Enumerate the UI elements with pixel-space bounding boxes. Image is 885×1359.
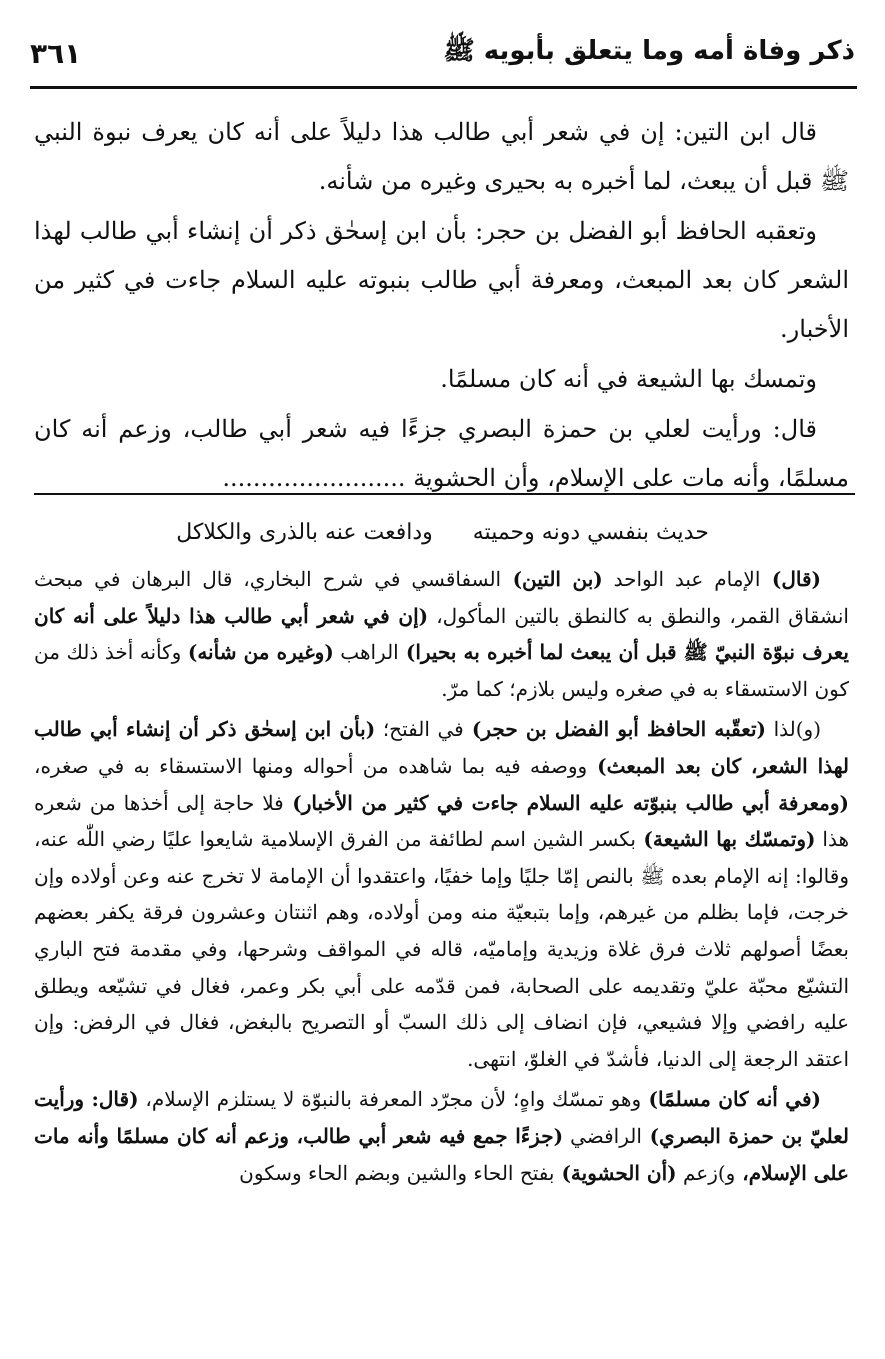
- page-header: [30, 28, 855, 78]
- main-paragraph-4: [34, 405, 849, 503]
- commentary-paragraph-1: [34, 561, 849, 707]
- quoted-text-segment: (وتمسّك بها الشيعة): [635, 827, 816, 852]
- commentary-text-segment: وكأنه أخذ ذلك من كون الاستسقاء به في صغره وليس بلازم؛ كما مرّ.: [34, 640, 849, 701]
- quoted-text-segment: (قال): [760, 567, 822, 591]
- quoted-text-segment: (قال: ورأيت لعليّ بن حمزة البصري): [34, 1087, 849, 1148]
- poetry-verse: [40, 520, 845, 545]
- quoted-text-segment: (في أنه كان مسلمًا): [641, 1087, 821, 1112]
- commentary-paragraph-3: [34, 1081, 849, 1191]
- commentary-text-segment: بفتح الحاء والشين وبضم الحاء وسكون: [239, 1160, 555, 1185]
- chapter-title: ذكر وفاة أمه وما يتعلق بأبويه ﷺ: [443, 36, 855, 66]
- main-paragraph-3: وتمسك بها الشيعة في أنه كان مسلمًا.: [440, 365, 817, 393]
- commentary-text-segment: الراهب: [333, 640, 399, 665]
- commentary-text-segment: فلا حاجة إلى أخذها من شعره هذا: [34, 790, 850, 852]
- commentary: [34, 561, 849, 1195]
- quoted-text-segment: (بأن ابن إسحٰق ذكر أن إنشاء أبي طالب لهذا الشعر، كان بعد المبعث): [34, 717, 850, 778]
- commentary-text-segment: (و)لذا: [765, 717, 821, 742]
- main-paragraph-4-text: قال: ورأيت لعلي بن حمزة البصري جزءًا فيه شعر أبي طالب، وزعم أنه كان مسلمًا، وأنه مات على الإسلام، وأن الحشوية: [34, 415, 849, 492]
- ellipsis-dots: ........................: [222, 464, 406, 492]
- commentary-text-segment: بكسر الشين اسم لطائفة من الفرق الإسلامية شايعوا عليًا رضي اللّٰه عنه، وقالوا: إنه الإمام بعده ﷺ بالنص إمّا جليًا وإما خفيًا، واعتقدوا أن الإمامة لا تخرج عنه وعن أولاده وإن خرجت، فإما بظلم من غيرهم، وإما بتبعيّة منه ومن أولاده، وهم اثنتان وعشرون فرقة يكفر بعضهم بعضًا أصولهم ثلاث فرق غلاة وزيدية وإماميّه، قاله في المواقف وشرحها، وفي مقدمة فتح الباري التشيّع محبّة عليّ وتقديمه على الصحابة، فمن قدّمه على أبي بكر وعمر، فغال في تشيّعه ويطلق عليه رافضي وإلا فشيعي، فإن انضاف إلى ذلك السبّ أو التصريح بالبغض، فغال في الرفض: وإن اعتقد الرجعة إلى الدنيا، فأشدّ في الغلوّ، انتهى.: [34, 827, 849, 1071]
- commentary-text-segment: و)زعم: [676, 1160, 736, 1185]
- header-divider: [30, 86, 857, 89]
- quoted-text-segment: (بن التين): [501, 567, 603, 591]
- page-number: ٣٦١: [30, 36, 82, 70]
- verse-second-hemistich: ودافعت عنه بالذرى والكلاكل: [176, 520, 433, 545]
- commentary-text-segment: الإمام عبد الواحد: [602, 567, 761, 591]
- commentary-text-segment: وهو تمسّك واهٍ؛ لأن مجرّد المعرفة بالنبوّة لا يستلزم الإسلام،: [138, 1087, 642, 1112]
- commentary-paragraph-2: [34, 711, 849, 1077]
- verse-first-hemistich: حديث بنفسي دونه وحميته: [472, 520, 709, 545]
- main-text: [34, 108, 849, 504]
- quoted-text-segment: (إن في شعر أبي طالب هذا دليلاً على أنه كان يعرف نبوّة النبيّ ﷺ قبل أن يبعث لما أخبره به بحيرا): [34, 603, 849, 665]
- quoted-text-segment: (أن الحشوية): [554, 1160, 677, 1185]
- quoted-text-segment: (جزءًا جمع فيه شعر أبي طالب، وزعم أنه كان مسلمًا وأنه مات على الإسلام،: [34, 1123, 849, 1185]
- quoted-text-segment: (وغيره من شأنه): [187, 640, 334, 665]
- commentary-text-segment: السفاقسي في شرح البخاري، قال البرهان في مبحث انشقاق القمر، والنطق به كالنطق بالتين المأكول،: [34, 567, 849, 628]
- main-paragraph-2: وتعقبه الحافظ أبو الفضل بن حجر: بأن ابن إسحٰق ذكر أن إنشاء أبي طالب لهذا الشعر كان بعد المبعث، ومعرفة أبي طالب بنبوته عليه السلام جاءت في كثير من الأخبار.: [34, 217, 849, 343]
- quoted-text-segment: (تعقّبه الحافظ أبو الفضل بن حجر): [463, 717, 766, 742]
- section-divider: [34, 493, 855, 495]
- commentary-text-segment: في الفتح؛: [375, 717, 464, 742]
- commentary-text-segment: ووصفه فيه بما شاهده من أحواله ومنها الاستسقاء به في صغره،: [34, 753, 588, 778]
- main-paragraph-1: قال ابن التين: إن في شعر أبي طالب هذا دليلاً على أنه كان يعرف نبوة النبي ﷺ قبل أن يبعث، لما أخبره به بحيرى وغيره من شأنه.: [34, 118, 849, 195]
- quoted-text-segment: (ومعرفة أبي طالب بنبوّته عليه السلام جاءت في كثير من الأخبار): [283, 790, 850, 815]
- commentary-text-segment: الرافضي: [563, 1123, 642, 1148]
